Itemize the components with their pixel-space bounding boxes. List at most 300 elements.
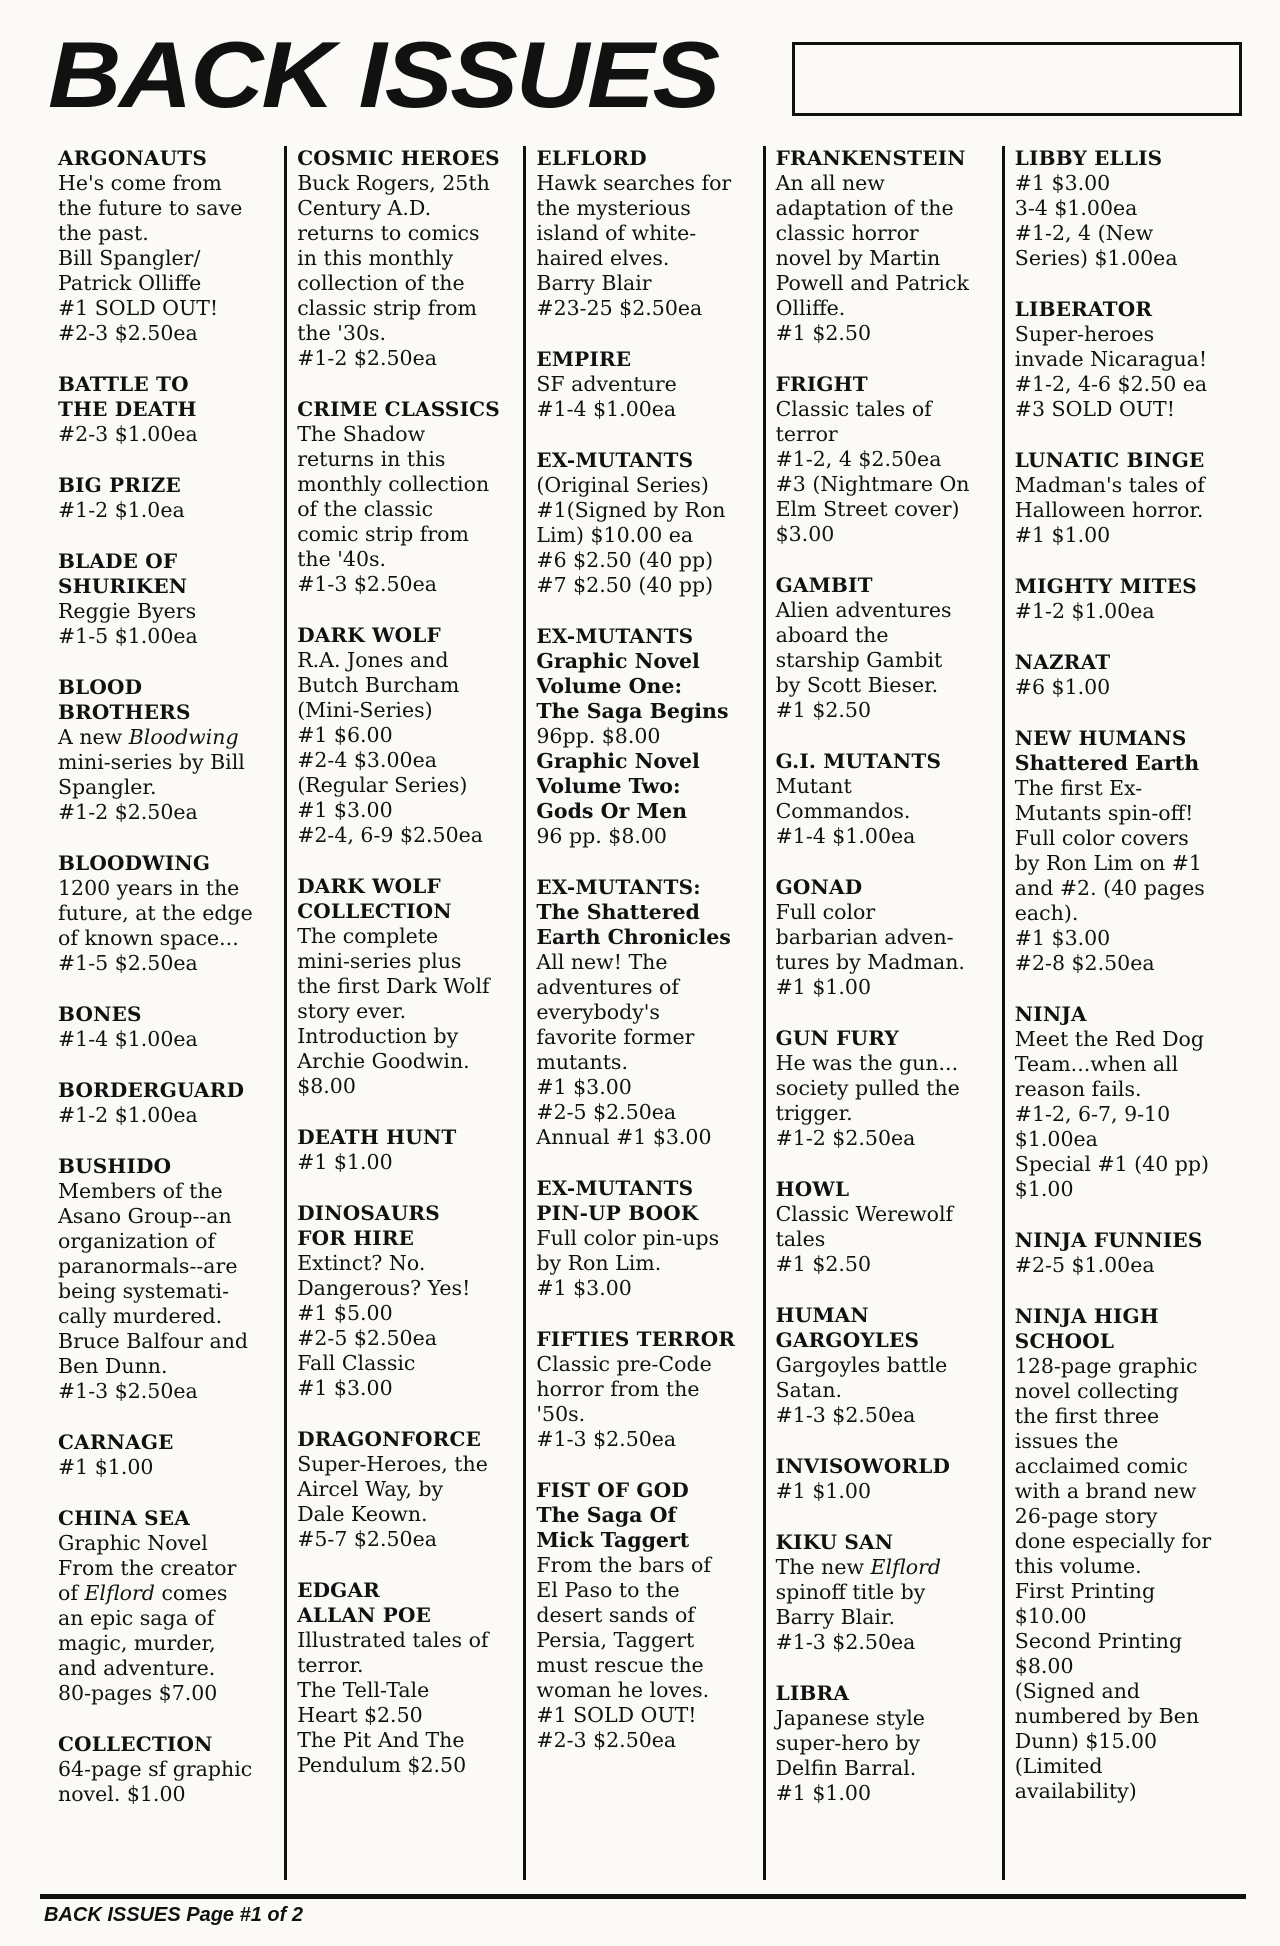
entry-line: the mysterious (536, 196, 691, 220)
catalog-entry (536, 146, 752, 321)
entry-line: of the classic (297, 497, 434, 521)
catalog-entry (1015, 448, 1234, 548)
catalog-entry (776, 1454, 992, 1504)
entry-line: #1-2, 4 (New (1014, 221, 1154, 245)
catalog-entry (1015, 726, 1234, 976)
entry-line: #1-3 $2.50ea (297, 572, 437, 596)
entry-line: #1-2, 6-7, 9-10 (1014, 1102, 1171, 1126)
entry-line: comic strip from (297, 522, 469, 546)
entry-line: #1-2 $1.00ea (1014, 599, 1155, 623)
entry-title: BLOODWING (58, 851, 211, 875)
entry-line: tales (775, 1227, 826, 1251)
entry-title: LIBBY ELLIS (1014, 146, 1163, 170)
entry-line: #3 SOLD OUT! (1014, 397, 1175, 421)
entry-line: He was the gun... (775, 1051, 959, 1075)
entry-line: The first Ex- (1014, 776, 1143, 800)
entry-line: terror (775, 422, 838, 446)
entry-title: LUNATIC BINGE (1014, 448, 1205, 472)
entry-line: Olliffe. (775, 296, 846, 320)
entry-line: Century A.D. (297, 196, 432, 220)
entry-line: (Original Series) (536, 473, 709, 497)
entry-line: Bill Spangler/ (58, 246, 201, 270)
entry-title: MIGHTY MITES (1014, 574, 1197, 598)
entry-line: $1.00 (1014, 1177, 1074, 1201)
entry-line: #2-3 $2.50ea (536, 1728, 677, 1752)
entry-title: EDGAR (297, 1578, 380, 1602)
entry-line: Dale Keown. (297, 1502, 428, 1526)
entry-line: Fall Classic (297, 1351, 416, 1375)
entry-title: BLOOD (58, 675, 143, 699)
entry-subtitle: The Shattered (536, 900, 700, 924)
entry-line: #5-7 $2.50ea (297, 1527, 437, 1551)
entry-line: #1-3 $2.50ea (536, 1427, 677, 1451)
entry-line: The Shadow (297, 422, 426, 446)
entry-line: Dangerous? Yes! (297, 1276, 471, 1300)
entry-line: Mutants spin-off! (1014, 801, 1194, 825)
entry-title: EX-MUTANTS: (536, 875, 701, 899)
entry-line: Extinct? No. (297, 1251, 426, 1275)
catalog-entry (776, 875, 992, 1000)
entry-line: SF adventure (536, 372, 677, 396)
entry-line: classic horror (775, 221, 919, 245)
catalog-entry (776, 1026, 992, 1151)
entry-line: #1-4 $1.00ea (536, 397, 677, 421)
entry-line: #1 SOLD OUT! (58, 296, 219, 320)
entry-title: BIG PRIZE (58, 473, 181, 497)
entry-line: A new Bloodwing (58, 725, 239, 749)
entry-line: Elm Street cover) (775, 497, 960, 521)
entry-line: #1 $3.00 (536, 1075, 632, 1099)
entry-line: Annual #1 $3.00 (536, 1125, 712, 1149)
entry-line: Special #1 (40 pp) (1014, 1152, 1210, 1176)
catalog-columns (48, 146, 1244, 1880)
catalog-entry (1015, 1304, 1234, 1804)
entry-line: by Ron Lim on #1 (1014, 851, 1202, 875)
entry-line: #2-3 $1.00ea (58, 422, 198, 446)
entry-line: classic strip from (297, 296, 477, 320)
entry-line: and #2. (40 pages (1014, 876, 1205, 900)
entry-line: Bruce Balfour and (58, 1329, 249, 1353)
entry-title: HUMAN (775, 1303, 869, 1327)
entry-line: 3-4 $1.00ea (1014, 196, 1138, 220)
catalog-entry (58, 1078, 274, 1128)
catalog-entry (776, 1681, 992, 1806)
catalog-entry (297, 1201, 513, 1401)
entry-line: #1-2, 4 $2.50ea (775, 447, 942, 471)
entry-title: INVISOWORLD (775, 1454, 951, 1478)
entry-line: numbered by Ben (1014, 1704, 1200, 1728)
entry-line: Spangler. (58, 775, 157, 799)
entry-subtitle: Volume One: (536, 674, 683, 698)
catalog-column-5 (1005, 146, 1244, 1880)
entry-line: Alien adventures (775, 598, 952, 622)
entry-line: Introduction by (297, 1024, 459, 1048)
catalog-entry (536, 1176, 752, 1301)
entry-line: Members of the (58, 1179, 223, 1203)
entry-line: $1.00ea (1014, 1127, 1098, 1151)
entry-line: 1200 years in the (58, 876, 240, 900)
entry-title: THE DEATH (58, 397, 197, 421)
entry-line: Buck Rogers, 25th (297, 171, 490, 195)
entry-line: #1 $1.00 (775, 1781, 872, 1805)
catalog-entry (297, 1125, 513, 1175)
catalog-entry (536, 448, 752, 598)
entry-title: PIN-UP BOOK (536, 1201, 699, 1225)
entry-subtitle: Graphic Novel (536, 649, 700, 673)
entry-line: woman he loves. (536, 1678, 710, 1702)
catalog-entry (536, 1327, 752, 1452)
entry-line: #2-5 $2.50ea (297, 1326, 437, 1350)
entry-line: The Pit And The (297, 1728, 465, 1752)
entry-title: BORDERGUARD (58, 1078, 245, 1102)
catalog-entry (776, 573, 992, 723)
entry-subtitle: The Saga Begins (536, 699, 729, 723)
entry-line: #2-8 $2.50ea (1014, 951, 1155, 975)
entry-line: #1 $1.00 (775, 975, 872, 999)
entry-title: CRIME CLASSICS (297, 397, 500, 421)
entry-line: #2-5 $1.00ea (1014, 1253, 1155, 1277)
entry-title: FIFTIES TERROR (536, 1327, 736, 1351)
entry-title: DARK WOLF (297, 623, 441, 647)
entry-line: #23-25 $2.50ea (536, 296, 703, 320)
entry-line: done especially for (1014, 1529, 1212, 1553)
entry-line: the first Dark Wolf (297, 974, 490, 998)
catalog-entry (776, 1303, 992, 1428)
entry-line: Barry Blair. (775, 1605, 896, 1629)
entry-line: #7 $2.50 (40 pp) (536, 573, 714, 597)
address-label-box (792, 42, 1242, 116)
catalog-entry (776, 372, 992, 547)
catalog-entry (1015, 650, 1234, 700)
entry-line: #1 $3.00 (536, 1276, 632, 1300)
entry-title: COSMIC HEROES (297, 146, 500, 170)
entry-title: BATTLE TO (58, 372, 189, 396)
entry-line: #1 $3.00 (1014, 171, 1111, 195)
entry-line: Classic pre-Code (536, 1352, 712, 1376)
entry-line: #1-3 $2.50ea (58, 1379, 198, 1403)
catalog-entry (58, 1002, 274, 1052)
entry-line: horror from the (536, 1377, 700, 1401)
entry-subtitle: Gods Or Men (536, 799, 688, 823)
entry-line: #6 $1.00 (1014, 675, 1111, 699)
entry-line: R.A. Jones and (297, 648, 449, 672)
entry-title: ELFLORD (536, 146, 647, 170)
entry-line: Archie Goodwin. (297, 1049, 470, 1073)
entry-line: desert sands of (536, 1603, 695, 1627)
entry-line: 96 pp. $8.00 (536, 824, 667, 848)
entry-title: COLLECTION (297, 899, 452, 923)
page-title: BACK ISSUES (48, 22, 719, 127)
entry-line: Team...when all (1014, 1052, 1179, 1076)
entry-line: Japanese style (775, 1706, 925, 1730)
entry-subtitle: Mick Taggert (536, 1528, 690, 1552)
entry-line: monthly collection (297, 472, 490, 496)
entry-title: DARK WOLF (297, 874, 441, 898)
catalog-entry (1015, 1228, 1234, 1278)
entry-line: Full color pin-ups (536, 1226, 720, 1250)
catalog-entry (297, 874, 513, 1099)
entry-line: #1 $1.00 (775, 1479, 872, 1503)
catalog-column-2 (287, 146, 526, 1880)
entry-line: adaptation of the (775, 196, 954, 220)
entry-line: #1-4 $1.00ea (775, 824, 916, 848)
entry-title: EX-MUTANTS (536, 624, 694, 648)
entry-line: #3 (Nightmare On (775, 472, 970, 496)
catalog-entry (536, 1478, 752, 1753)
entry-line: All new! The (536, 950, 668, 974)
entry-title: NINJA (1014, 1002, 1087, 1026)
entry-line: Full color covers (1014, 826, 1189, 850)
entry-line: #1 SOLD OUT! (536, 1703, 697, 1727)
entry-line: Delfin Barral. (775, 1756, 917, 1780)
catalog-entry (297, 146, 513, 371)
entry-line: $10.00 (1014, 1604, 1087, 1628)
entry-line: issues the (1014, 1429, 1119, 1453)
entry-title: DEATH HUNT (297, 1125, 457, 1149)
entry-line: Full color (775, 900, 876, 924)
entry-line: #1 $6.00 (297, 723, 393, 747)
entry-line: He's come from (58, 171, 222, 195)
entry-title: SCHOOL (1014, 1329, 1115, 1353)
entry-line: (Limited (1014, 1754, 1103, 1778)
entry-title: FRANKENSTEIN (775, 146, 966, 170)
entry-line: with a brand new (1014, 1479, 1197, 1503)
entry-line: island of white- (536, 221, 697, 245)
entry-line: $3.00 (775, 522, 835, 546)
entry-line: mini-series plus (297, 949, 462, 973)
entry-line: the first three (1014, 1404, 1160, 1428)
entry-line: the future to save (58, 196, 243, 220)
entry-line: story ever. (297, 999, 407, 1023)
catalog-column-1 (48, 146, 287, 1880)
entry-line: the '40s. (297, 547, 387, 571)
catalog-entry (58, 146, 274, 346)
catalog-entry (776, 1530, 992, 1655)
entry-line: #1 $3.00 (297, 1376, 393, 1400)
entry-line: #2-4, 6-9 $2.50ea (297, 823, 483, 847)
entry-line: Pendulum $2.50 (297, 1753, 467, 1777)
catalog-entry (297, 1578, 513, 1778)
entry-line: #1-5 $1.00ea (58, 624, 198, 648)
entry-line: $8.00 (297, 1074, 356, 1098)
entry-title: CHINA SEA (58, 1506, 190, 1530)
entry-line: The Tell-Tale (297, 1678, 430, 1702)
entry-line: 96pp. $8.00 (536, 724, 661, 748)
entry-line: returns to comics (297, 221, 480, 245)
catalog-entry (297, 623, 513, 848)
entry-line: novel. $1.00 (58, 1782, 186, 1806)
entry-line: (Mini-Series) (297, 698, 433, 722)
entry-line: #2-5 $2.50ea (536, 1100, 677, 1124)
entry-line: From the bars of (536, 1553, 711, 1577)
entry-title: EMPIRE (536, 347, 632, 371)
entry-line: #1 $1.00 (1014, 523, 1111, 547)
entry-line: Gargoyles battle (775, 1353, 948, 1377)
entry-title: EX-MUTANTS (536, 1176, 694, 1200)
entry-title: FIST OF GOD (536, 1478, 689, 1502)
entry-line: #1-3 $2.50ea (775, 1403, 916, 1427)
entry-title: GARGOYLES (775, 1328, 920, 1352)
entry-title: GONAD (775, 875, 863, 899)
entry-line: Butch Burcham (297, 673, 460, 697)
entry-title: G.I. MUTANTS (775, 749, 942, 773)
entry-line: First Printing (1014, 1579, 1156, 1603)
entry-line: #1-5 $2.50ea (58, 951, 198, 975)
catalog-column-3 (526, 146, 765, 1880)
catalog-entry (776, 1177, 992, 1277)
catalog-entry (1015, 146, 1234, 271)
entry-line: novel by Martin (775, 246, 941, 270)
entry-title: CARNAGE (58, 1430, 174, 1454)
page-footer: BACK ISSUES Page #1 of 2 (44, 1904, 303, 1926)
entry-subtitle: Graphic Novel (536, 749, 700, 773)
entry-line: Heart $2.50 (297, 1703, 423, 1727)
entry-line: the past. (58, 221, 149, 245)
entry-line: reason fails. (1014, 1077, 1142, 1101)
entry-line: Patrick Olliffe (58, 271, 202, 295)
entry-line: Graphic Novel (58, 1531, 208, 1555)
entry-line: Halloween horror. (1014, 498, 1204, 522)
entry-line: #1 $5.00 (297, 1301, 393, 1325)
bottom-divider (40, 1894, 1246, 1899)
catalog-entry (58, 473, 274, 523)
entry-title: SHURIKEN (58, 574, 188, 598)
catalog-entry (58, 851, 274, 976)
entry-line: haired elves. (536, 246, 670, 270)
entry-line: barbarian adven- (775, 925, 954, 949)
entry-title: DINOSAURS (297, 1201, 440, 1225)
entry-line: returns in this (297, 447, 446, 471)
entry-line: adventures of (536, 975, 679, 999)
entry-line: must rescue the (536, 1653, 704, 1677)
entry-line: aboard the (775, 623, 889, 647)
entry-line: (Regular Series) (297, 773, 468, 797)
entry-line: Mutant (775, 774, 852, 798)
entry-line: of Elflord comes (58, 1581, 228, 1605)
entry-line: cally murdered. (58, 1304, 223, 1328)
entry-title: ARGONAUTS (58, 146, 208, 170)
entry-line: invade Nicaragua! (1014, 347, 1208, 371)
entry-title: FOR HIRE (297, 1226, 415, 1250)
entry-line: #1 $1.00 (58, 1455, 154, 1479)
entry-line: 128-page graphic (1014, 1354, 1198, 1378)
entry-line: trigger. (775, 1101, 853, 1125)
entry-line: #1-2 $1.00ea (58, 1103, 198, 1127)
entry-line: El Paso to the (536, 1578, 680, 1602)
catalog-entry (536, 347, 752, 422)
entry-line: each). (1014, 901, 1079, 925)
entry-line: #1 $3.00 (297, 798, 393, 822)
entry-line: terror. (297, 1653, 364, 1677)
entry-line: Super-heroes (1014, 322, 1155, 346)
entry-title: ALLAN POE (297, 1603, 432, 1627)
catalog-entry (58, 1732, 274, 1807)
entry-line: an epic saga of (58, 1606, 215, 1630)
entry-line: #2-4 $3.00ea (297, 748, 437, 772)
entry-line: Classic Werewolf (775, 1202, 954, 1226)
entry-line: Super-Heroes, the (297, 1452, 488, 1476)
entry-title: BONES (58, 1002, 142, 1026)
entry-title: NAZRAT (1014, 650, 1111, 674)
entry-line: #1 $2.50 (775, 1252, 872, 1276)
entry-line: #1-2 $2.50ea (297, 346, 437, 370)
entry-line: 64-page sf graphic (58, 1757, 253, 1781)
entry-line: An all new (775, 171, 885, 195)
entry-line: Persia, Taggert (536, 1628, 695, 1652)
entry-line: The complete (297, 924, 439, 948)
catalog-entry (58, 675, 274, 825)
catalog-entry (1015, 297, 1234, 422)
entry-line: magic, murder, (58, 1631, 216, 1655)
entry-line: tures by Madman. (775, 950, 965, 974)
entry-line: this volume. (1014, 1554, 1142, 1578)
catalog-entry (536, 875, 752, 1150)
entry-line: in this monthly (297, 246, 454, 270)
entry-title: FRIGHT (775, 372, 868, 396)
catalog-entry (58, 1506, 274, 1706)
entry-line: Powell and Patrick (775, 271, 969, 295)
entry-line: Dunn) $15.00 (1014, 1729, 1158, 1753)
entry-title: HOWL (775, 1177, 850, 1201)
entry-line: '50s. (536, 1402, 586, 1426)
entry-line: (Signed and (1014, 1679, 1141, 1703)
entry-line: #1-3 $2.50ea (775, 1630, 916, 1654)
entry-line: of known space... (58, 926, 239, 950)
catalog-entry (536, 624, 752, 849)
entry-line: Commandos. (775, 799, 911, 823)
entry-line: Hawk searches for (536, 171, 732, 195)
catalog-entry (1015, 574, 1234, 624)
entry-line: paranormals--are (58, 1254, 238, 1278)
entry-line: #1-4 $1.00ea (58, 1027, 198, 1051)
catalog-entry (58, 1154, 274, 1404)
entry-line: #6 $2.50 (40 pp) (536, 548, 714, 572)
entry-line: everybody's (536, 1000, 660, 1024)
entry-title: GUN FURY (775, 1026, 899, 1050)
entry-line: society pulled the (775, 1076, 960, 1100)
entry-line: #1 $2.50 (775, 698, 872, 722)
entry-subtitle: The Saga Of (536, 1503, 677, 1527)
entry-subtitle: Volume Two: (536, 774, 681, 798)
catalog-entry (297, 397, 513, 597)
entry-line: #1-2 $1.0ea (58, 498, 185, 522)
entry-line: super-hero by (775, 1731, 920, 1755)
entry-line: Aircel Way, by (297, 1477, 444, 1501)
entry-title: KIKU SAN (775, 1530, 894, 1554)
entry-line: Satan. (775, 1378, 843, 1402)
entry-title: DRAGONFORCE (297, 1427, 482, 1451)
entry-line: Classic tales of (775, 397, 932, 421)
entry-title: BUSHIDO (58, 1154, 172, 1178)
entry-line: Illustrated tales of (297, 1628, 489, 1652)
entry-line: collection of the (297, 271, 465, 295)
entry-line: Madman's tales of (1014, 473, 1205, 497)
entry-line: being systemati- (58, 1279, 230, 1303)
entry-title: LIBRA (775, 1681, 850, 1705)
catalog-entry (58, 549, 274, 649)
entry-line: 26-page story (1014, 1504, 1158, 1528)
entry-line: 80-pages $7.00 (58, 1681, 218, 1705)
entry-title: NEW HUMANS (1014, 726, 1187, 750)
entry-subtitle: Earth Chronicles (536, 925, 731, 949)
entry-line: From the creator (58, 1556, 237, 1580)
entry-line: Reggie Byers (58, 599, 197, 623)
entry-line: mutants. (536, 1050, 628, 1074)
entry-subtitle: Shattered Earth (1014, 751, 1200, 775)
entry-line: Second Printing (1014, 1629, 1183, 1653)
catalog-entry (58, 1430, 274, 1480)
entry-title: EX-MUTANTS (536, 448, 694, 472)
